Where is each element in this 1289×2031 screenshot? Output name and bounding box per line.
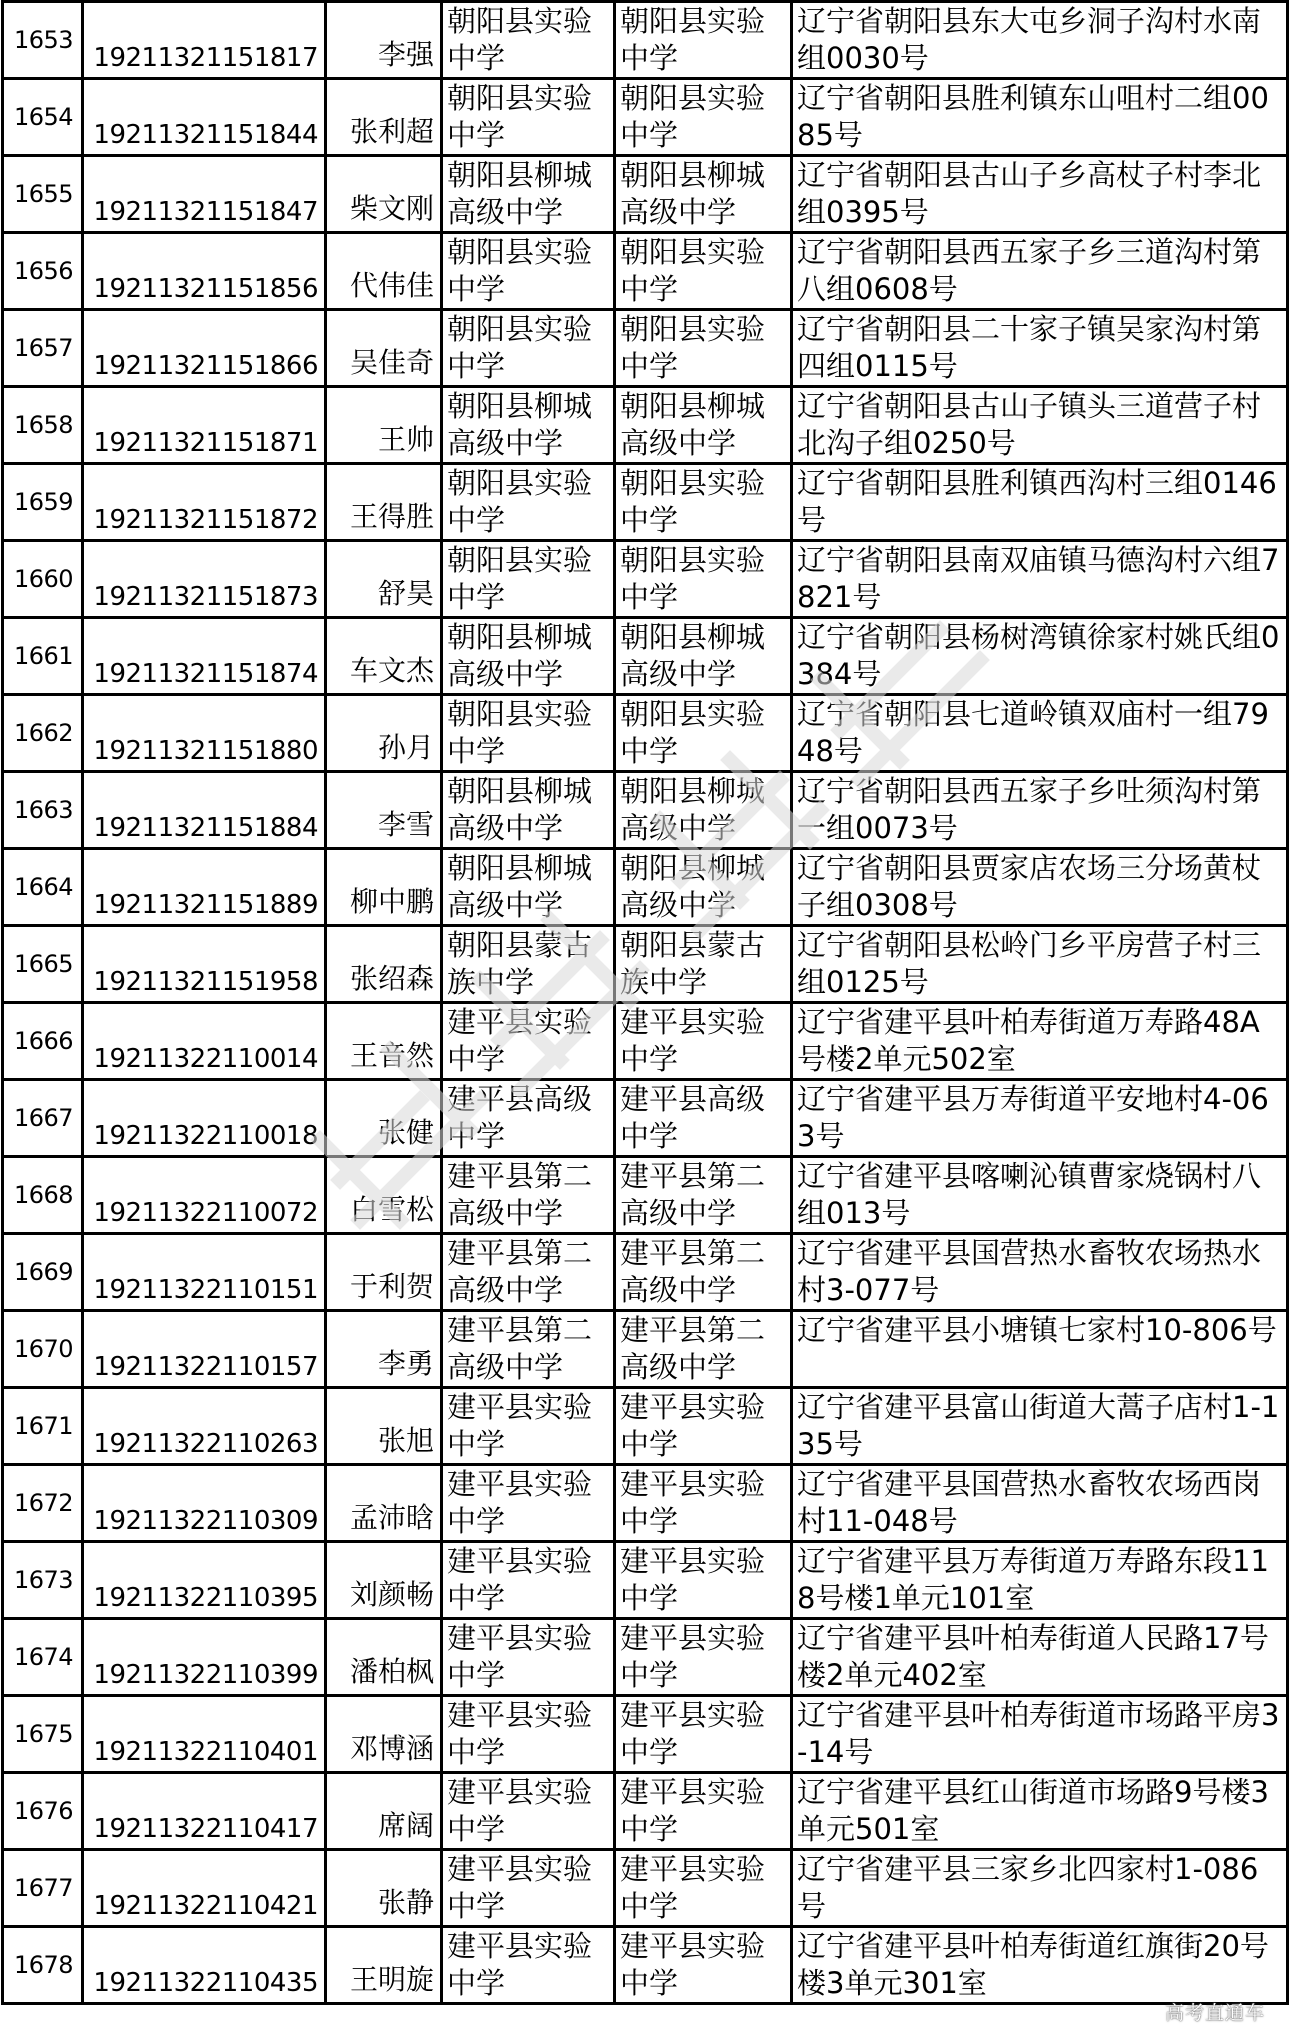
table-row [3,541,1288,618]
address-cell: 辽宁省建平县万寿街道万寿路东段118号楼1单元101室 [792,1542,1288,1619]
exam-id-cell: 19211322110014 [83,1003,326,1080]
address-cell: 辽宁省建平县叶柏寿街道红旗街20号楼3单元301室 [792,1927,1288,2004]
address-cell: 辽宁省建平县国营热水畜牧农场热水村3-077号 [792,1234,1288,1311]
table-row [3,1388,1288,1465]
school-cell: 建平县第二高级中学 [615,1157,792,1234]
name-cell: 王得胜 [326,464,442,541]
name-cell: 李强 [326,2,442,79]
table-row [3,1003,1288,1080]
exam-id-cell: 19211322110151 [83,1234,326,1311]
exam-id-cell: 19211321151880 [83,695,326,772]
seq-cell: 1670 [3,1311,83,1388]
address-cell: 辽宁省建平县喀喇沁镇曹家烧锅村八组013号 [792,1157,1288,1234]
school-cell: 朝阳县柳城高级中学 [615,618,792,695]
school-cell: 朝阳县实验中学 [442,464,615,541]
school-cell: 朝阳县柳城高级中学 [615,849,792,926]
seq-cell: 1657 [3,310,83,387]
exam-id-cell: 19211322110421 [83,1850,326,1927]
name-cell: 王音然 [326,1003,442,1080]
exam-id-cell: 19211321151872 [83,464,326,541]
name-cell: 张利超 [326,79,442,156]
address-cell: 辽宁省建平县国营热水畜牧农场西岗村11-048号 [792,1465,1288,1542]
name-cell: 张静 [326,1850,442,1927]
seq-cell: 1674 [3,1619,83,1696]
school-cell: 朝阳县实验中学 [615,464,792,541]
seq-cell: 1666 [3,1003,83,1080]
school-cell: 朝阳县柳城高级中学 [442,849,615,926]
name-cell: 刘颜畅 [326,1542,442,1619]
school-cell: 建平县实验中学 [442,1542,615,1619]
seq-cell: 1661 [3,618,83,695]
school-cell: 朝阳县柳城高级中学 [442,618,615,695]
address-cell: 辽宁省朝阳县二十家子镇吴家沟村第四组0115号 [792,310,1288,387]
name-cell: 张绍森 [326,926,442,1003]
school-cell: 朝阳县实验中学 [442,2,615,79]
table-row [3,156,1288,233]
school-cell: 建平县实验中学 [615,1773,792,1850]
school-cell: 建平县实验中学 [615,1465,792,1542]
school-cell: 朝阳县实验中学 [615,79,792,156]
name-cell: 代伟佳 [326,233,442,310]
table-row [3,1234,1288,1311]
exam-id-cell: 19211321151884 [83,772,326,849]
table-row [3,2,1288,79]
address-cell: 辽宁省朝阳县西五家子乡吐须沟村第一组0073号 [792,772,1288,849]
school-cell: 建平县实验中学 [442,1619,615,1696]
exam-id-cell: 19211322110395 [83,1542,326,1619]
school-cell: 朝阳县蒙古族中学 [442,926,615,1003]
seq-cell: 1672 [3,1465,83,1542]
exam-id-cell: 19211322110309 [83,1465,326,1542]
seq-cell: 1654 [3,79,83,156]
school-cell: 建平县第二高级中学 [615,1311,792,1388]
school-cell: 朝阳县实验中学 [442,233,615,310]
exam-id-cell: 19211321151856 [83,233,326,310]
address-cell: 辽宁省建平县叶柏寿街道万寿路48A号楼2单元502室 [792,1003,1288,1080]
name-cell: 王帅 [326,387,442,464]
exam-id-cell: 19211321151958 [83,926,326,1003]
address-cell: 辽宁省朝阳县杨树湾镇徐家村姚氏组0384号 [792,618,1288,695]
name-cell: 席阔 [326,1773,442,1850]
address-cell: 辽宁省建平县三家乡北四家村1-086号 [792,1850,1288,1927]
address-cell: 辽宁省朝阳县贾家店农场三分场黄杖子组0308号 [792,849,1288,926]
address-cell: 辽宁省朝阳县松岭门乡平房营子村三组0125号 [792,926,1288,1003]
table-row [3,849,1288,926]
seq-cell: 1662 [3,695,83,772]
table-row [3,387,1288,464]
exam-id-cell: 19211321151847 [83,156,326,233]
school-cell: 朝阳县柳城高级中学 [615,387,792,464]
exam-id-cell: 19211321151889 [83,849,326,926]
school-cell: 朝阳县实验中学 [615,541,792,618]
seq-cell: 1671 [3,1388,83,1465]
school-cell: 建平县实验中学 [442,1465,615,1542]
school-cell: 朝阳县蒙古族中学 [615,926,792,1003]
seq-cell: 1673 [3,1542,83,1619]
name-cell: 柴文刚 [326,156,442,233]
name-cell: 柳中鹏 [326,849,442,926]
address-cell: 辽宁省朝阳县古山子乡高杖子村李北组0395号 [792,156,1288,233]
table-row [3,1311,1288,1388]
seq-cell: 1659 [3,464,83,541]
address-cell: 辽宁省建平县红山街道市场路9号楼3单元501室 [792,1773,1288,1850]
school-cell: 建平县实验中学 [442,1850,615,1927]
school-cell: 建平县实验中学 [615,1388,792,1465]
address-cell: 辽宁省建平县叶柏寿街道人民路17号楼2单元402室 [792,1619,1288,1696]
table-row [3,926,1288,1003]
seq-cell: 1653 [3,2,83,79]
exam-id-cell: 19211322110018 [83,1080,326,1157]
address-cell: 辽宁省朝阳县古山子镇头三道营子村北沟子组0250号 [792,387,1288,464]
table-row [3,1080,1288,1157]
table-row [3,79,1288,156]
name-cell: 邓博涵 [326,1696,442,1773]
name-cell: 于利贺 [326,1234,442,1311]
exam-id-cell: 19211322110399 [83,1619,326,1696]
table-row [3,233,1288,310]
table-row [3,1542,1288,1619]
name-cell: 白雪松 [326,1157,442,1234]
table-row [3,772,1288,849]
school-cell: 建平县第二高级中学 [442,1157,615,1234]
table-row [3,1619,1288,1696]
table-row [3,1157,1288,1234]
seq-cell: 1667 [3,1080,83,1157]
school-cell: 建平县高级中学 [442,1080,615,1157]
school-cell: 朝阳县实验中学 [615,695,792,772]
school-cell: 建平县实验中学 [615,1003,792,1080]
school-cell: 朝阳县实验中学 [442,79,615,156]
address-cell: 辽宁省建平县富山街道大蒿子店村1-135号 [792,1388,1288,1465]
table-row [3,1927,1288,2004]
table-row [3,1773,1288,1850]
name-cell: 王明旋 [326,1927,442,2004]
school-cell: 建平县实验中学 [615,1542,792,1619]
name-cell: 孟沛晗 [326,1465,442,1542]
seq-cell: 1677 [3,1850,83,1927]
school-cell: 建平县实验中学 [615,1696,792,1773]
table-row [3,618,1288,695]
school-cell: 建平县第二高级中学 [442,1311,615,1388]
school-cell: 建平县实验中学 [615,1927,792,2004]
seq-cell: 1655 [3,156,83,233]
name-cell: 舒昊 [326,541,442,618]
table-row [3,1850,1288,1927]
footer-watermark-text: 高考直通车 [1164,2002,1265,2024]
address-cell: 辽宁省朝阳县东大屯乡洞子沟村水南组0030号 [792,2,1288,79]
school-cell: 朝阳县实验中学 [442,310,615,387]
name-cell: 车文杰 [326,618,442,695]
roster-body [3,2,1288,2004]
exam-id-cell: 19211321151874 [83,618,326,695]
school-cell: 朝阳县实验中学 [442,695,615,772]
seq-cell: 1656 [3,233,83,310]
name-cell: 孙月 [326,695,442,772]
seq-cell: 1669 [3,1234,83,1311]
school-cell: 建平县实验中学 [442,1003,615,1080]
school-cell: 朝阳县柳城高级中学 [442,387,615,464]
name-cell: 张健 [326,1080,442,1157]
address-cell: 辽宁省建平县小塘镇七家村10-806号 [792,1311,1288,1388]
seq-cell: 1664 [3,849,83,926]
school-cell: 朝阳县柳城高级中学 [442,156,615,233]
school-cell: 建平县实验中学 [442,1696,615,1773]
address-cell: 辽宁省朝阳县胜利镇东山咀村二组0085号 [792,79,1288,156]
seq-cell: 1676 [3,1773,83,1850]
exam-id-cell: 19211322110072 [83,1157,326,1234]
exam-id-cell: 19211322110401 [83,1696,326,1773]
name-cell: 潘柏枫 [326,1619,442,1696]
school-cell: 建平县高级中学 [615,1080,792,1157]
table-row [3,695,1288,772]
school-cell: 建平县实验中学 [442,1927,615,2004]
seq-cell: 1663 [3,772,83,849]
exam-id-cell: 19211322110435 [83,1927,326,2004]
exam-id-cell: 19211322110417 [83,1773,326,1850]
school-cell: 建平县实验中学 [615,1850,792,1927]
seq-cell: 1678 [3,1927,83,2004]
seq-cell: 1660 [3,541,83,618]
address-cell: 辽宁省朝阳县胜利镇西沟村三组0146号 [792,464,1288,541]
exam-id-cell: 19211321151866 [83,310,326,387]
table-row [3,310,1288,387]
address-cell: 辽宁省建平县万寿街道平安地村4-063号 [792,1080,1288,1157]
school-cell: 朝阳县柳城高级中学 [615,156,792,233]
seq-cell: 1658 [3,387,83,464]
school-cell: 朝阳县实验中学 [615,2,792,79]
exam-id-cell: 19211321151844 [83,79,326,156]
exam-id-cell: 19211321151817 [83,2,326,79]
exam-id-cell: 19211322110157 [83,1311,326,1388]
seq-cell: 1675 [3,1696,83,1773]
school-cell: 建平县实验中学 [442,1773,615,1850]
school-cell: 建平县第二高级中学 [442,1234,615,1311]
school-cell: 建平县第二高级中学 [615,1234,792,1311]
exam-id-cell: 19211321151871 [83,387,326,464]
school-cell: 朝阳县实验中学 [615,233,792,310]
seq-cell: 1668 [3,1157,83,1234]
address-cell: 辽宁省朝阳县西五家子乡三道沟村第八组0608号 [792,233,1288,310]
name-cell: 李雪 [326,772,442,849]
table-row [3,464,1288,541]
table-row [3,1465,1288,1542]
school-cell: 建平县实验中学 [442,1388,615,1465]
name-cell: 吴佳奇 [326,310,442,387]
school-cell: 朝阳县实验中学 [615,310,792,387]
address-cell: 辽宁省朝阳县七道岭镇双庙村一组7948号 [792,695,1288,772]
name-cell: 李勇 [326,1311,442,1388]
school-cell: 朝阳县柳城高级中学 [615,772,792,849]
roster-table [1,0,1289,2005]
exam-id-cell: 19211321151873 [83,541,326,618]
exam-id-cell: 19211322110263 [83,1388,326,1465]
school-cell: 建平县实验中学 [615,1619,792,1696]
table-row [3,1696,1288,1773]
school-cell: 朝阳县柳城高级中学 [442,772,615,849]
address-cell: 辽宁省建平县叶柏寿街道市场路平房3-14号 [792,1696,1288,1773]
name-cell: 张旭 [326,1388,442,1465]
address-cell: 辽宁省朝阳县南双庙镇马德沟村六组7821号 [792,541,1288,618]
school-cell: 朝阳县实验中学 [442,541,615,618]
seq-cell: 1665 [3,926,83,1003]
